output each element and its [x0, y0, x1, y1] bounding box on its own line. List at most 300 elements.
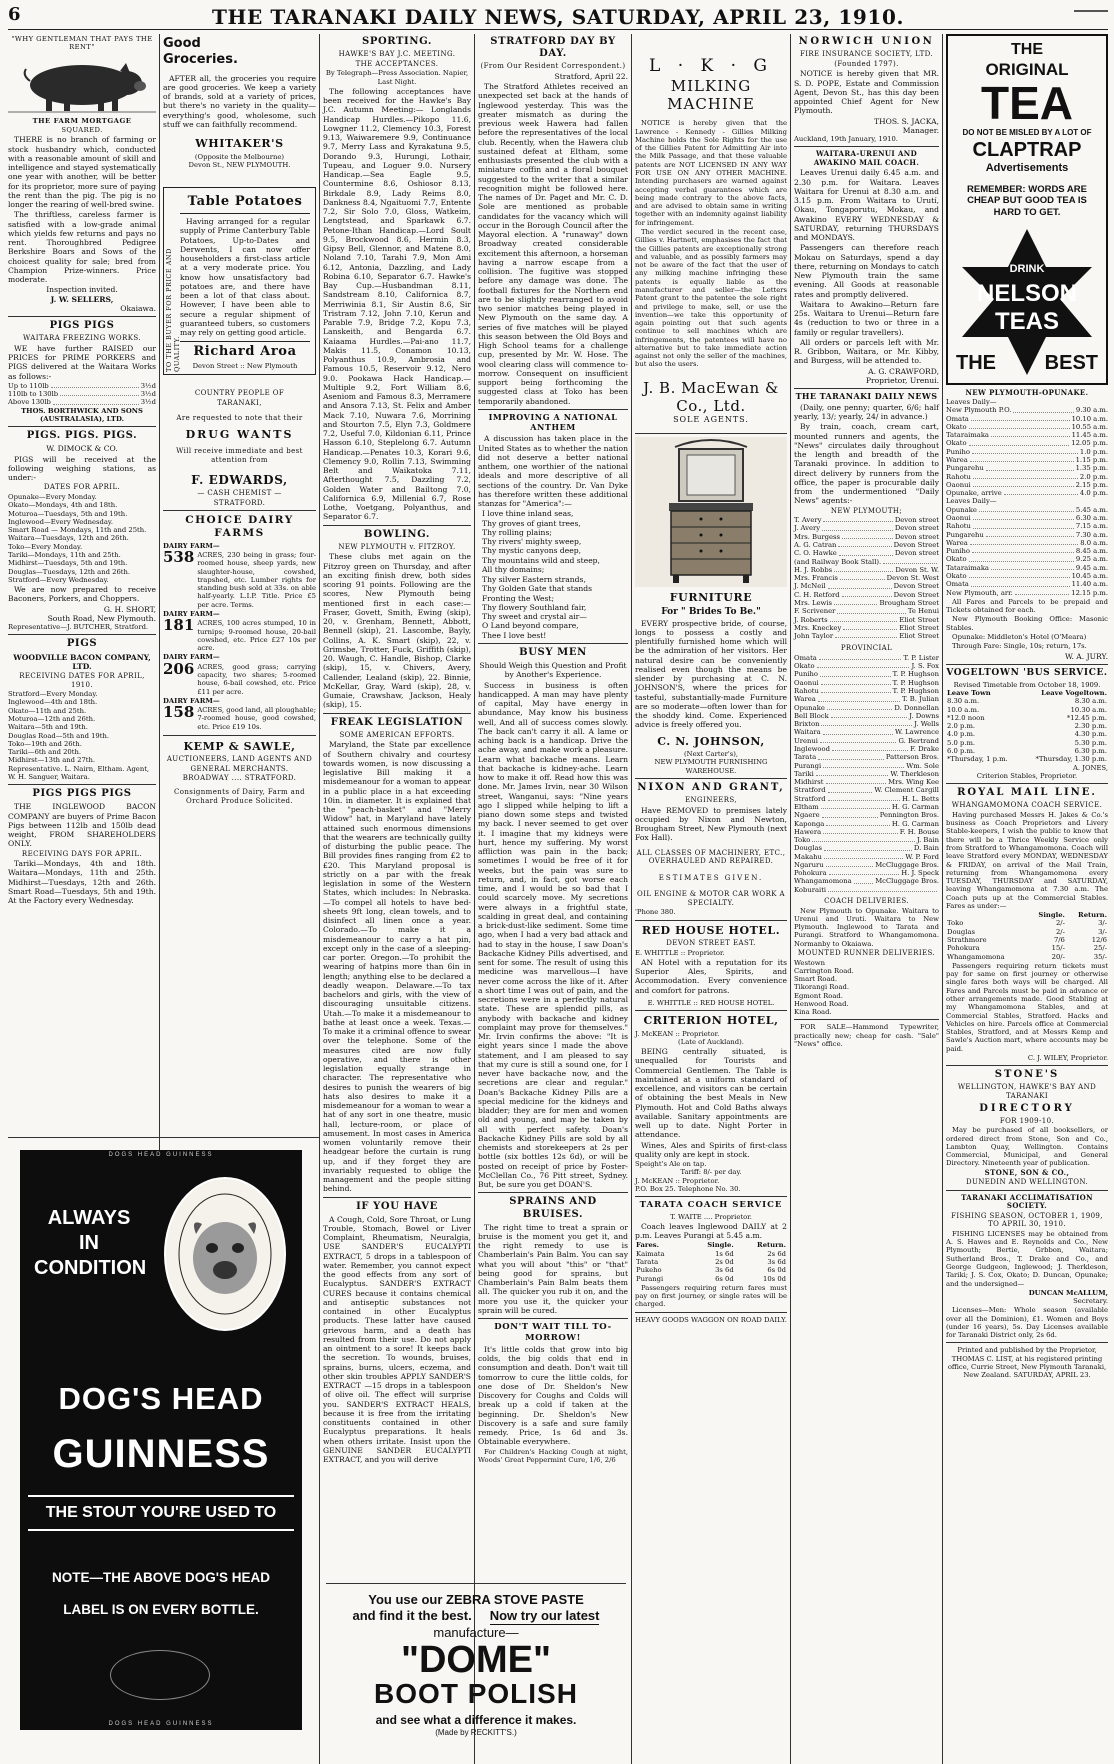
coach-stop [946, 431, 1108, 439]
provincial-agent-value: F. H. Bouse [899, 827, 939, 836]
dairy-farm-acres: 181 [163, 616, 195, 635]
farm-body: THERE is no branch of farming or stock husbandry which, conducted with a reasonable amount of skill and intelligence and stayed systematically one year with another, will be better for its proprietor, more sure of paying the rent than the pig. The pig is no longer the rearing of well-bred swine. [8, 135, 156, 210]
provincial-agent-label: Purangi [794, 761, 822, 770]
royal-fare-cell: 20/- [1051, 952, 1065, 961]
accl-sub: FISHING SEASON, OCTOBER 1, 1909, TO APRIL 30, 1910. [951, 1211, 1103, 1229]
tarata-fare-cell: 6s 0d [715, 1274, 734, 1283]
news-agent-label: Mrs. Burgess [794, 532, 840, 541]
tdn-agents [794, 516, 939, 640]
lkg-head: MILKING MACHINE [667, 76, 755, 114]
potatoes-addr: Devon Street :: New Plymouth [192, 362, 298, 371]
news-agent [794, 616, 939, 624]
dairy-farm [163, 550, 316, 610]
news-agent [794, 599, 939, 607]
provincial-agent-value: W. P. Ford [905, 852, 939, 861]
nixon-l1: ALL CLASSES OF MACHINERY, ETC., OVERHAULED AND REPAIRED. [636, 848, 786, 866]
leader-dots [824, 853, 903, 859]
tdn-coach: COACH DELIVERIES. [824, 897, 909, 906]
busy-sub: Should Weigh this Question and Profit by Another's Experience. [479, 661, 627, 680]
dairy-farm-label: DAIRY FARM— [163, 696, 220, 705]
news-agent-label: A. G. Catran [794, 540, 837, 549]
leader-dots [821, 687, 891, 693]
np-note: All Fares and Parcels to be prepaid and Tickets obtained for each. [946, 597, 1108, 615]
news-agent-value: Te Henui [907, 607, 939, 616]
leader-dots [822, 811, 878, 817]
tea-s4: THE [956, 351, 996, 374]
royal-sub: WHANGAMOMONA COACH SERVICE. [951, 801, 1103, 810]
provincial-agent [794, 704, 939, 712]
typewriter-sale: FOR SALE—Hammond Typewriter, practically new; cheap for cash. "Sale" "News" office. [794, 1023, 939, 1049]
leader-dots [820, 670, 891, 676]
masthead [8, 0, 1108, 30]
pigs-1-rates [8, 382, 156, 407]
coach-stop [946, 580, 1108, 588]
divider [946, 1342, 1108, 1343]
leader-dots [843, 624, 897, 630]
coach-stop-value: 2.0 p.m. [1079, 472, 1108, 481]
news-agent [794, 541, 939, 549]
provincial-agent-value: T. P. Hughson [892, 670, 939, 679]
guinness-border-top: DOGS HEAD GUINNESS [108, 1152, 214, 1158]
wait-body: It's little colds that grow into big colds, the big colds that end in consumption and death. Don't wait till tomorrow to cure the little colds, for one dose of Dr. Sheldon's New Discovery for Coughs and Colds will break up a cold if taken at the beginning. Dr. Sheldon's New Discovery is a safe and sure family remedy. Price, 1s 6d and 3s. Obtainable everywhere. [478, 1344, 628, 1447]
coach-stop [946, 506, 1108, 514]
norwich-sub: FIRE INSURANCE SOCIETY, LTD. [799, 50, 934, 59]
provincial-agent-label: Bell Block [794, 711, 829, 720]
coach-stop [946, 514, 1108, 522]
leader-dots [831, 712, 908, 718]
coach-stop-value: 9.45 a.m. [1075, 563, 1108, 572]
dairy-farm-label: DAIRY FARM— [163, 541, 220, 550]
royal-fare-cell: 7/6 [1053, 936, 1065, 945]
provincial-agent-value: W. Lawrence [895, 728, 939, 737]
royal-fare-row [946, 919, 1108, 927]
coach-stop [946, 415, 1108, 423]
runner-road: Smart Road. [794, 975, 838, 984]
pig-rate [8, 390, 156, 398]
provincial-agent [794, 654, 939, 662]
pig-station: Inglewood—Every Wednesday. [8, 517, 114, 526]
bus-time-col: Leave Vogeltown. [1041, 689, 1107, 697]
pigs-3-dates: RECEIVING DATES FOR APRIL, 1910. [19, 672, 145, 689]
pigs-3-rep: Representative. L. Nairn, Eltham. Agent, W. H. Sanguer, Waitara. [8, 764, 150, 781]
pig-date: Waitara—5th and 19th. [8, 723, 88, 732]
dairy-farm-text: ACRES, 230 being in grass; four-roomed house, sheep yards, new slaughter-house, cowshed, trapshed, etc. Lumber rights for standing bush sold at 33s. on able half-yearly. L.I.P. Title. Price £5 per acre. Terms. [197, 551, 316, 609]
drug-l3: Are requested to note that their [176, 413, 303, 422]
tarata-fare-row [635, 1258, 787, 1266]
tarata-fare-cell: Kaimata [636, 1249, 665, 1258]
news-agent [794, 549, 939, 557]
leader-dots [973, 473, 1078, 479]
leader-dots [53, 398, 139, 404]
sporting-sub: HAWKE'S BAY J.C. MEETING. [338, 50, 456, 59]
pig-rate [8, 382, 156, 390]
tarata-prop: T. WAITE .... Proprietor. [670, 1212, 752, 1221]
provincial-agent [794, 737, 939, 745]
pigs-2-agent-2: South Road, New Plymouth. [47, 613, 156, 623]
provincial-agent [794, 712, 939, 720]
coach-stop [946, 456, 1108, 464]
freak-sub: SOME AMERICAN EFFORTS. [339, 730, 455, 739]
tdn-runner: MOUNTED RUNNER DELIVERIES. [797, 948, 936, 957]
royal-fare-row [946, 936, 1108, 944]
coach-stop [946, 423, 1108, 431]
vog-table [946, 689, 1108, 764]
dairy-farm-acres: 538 [163, 548, 195, 567]
provincial-agent [794, 720, 939, 728]
stones-sub: WELLINGTON, HAWKE'S BAY AND TARANAKI [957, 1083, 1097, 1100]
royal-fare-cell: 15/- [1051, 944, 1065, 953]
royal-sign: C. J. WILEY, Proprietor. [1027, 1053, 1108, 1062]
tdn-body: By train, coach, cream cart, mounted runners and agents, the "News" circulates daily throughout the length and breadth of the Taranaki province. In addition to direct delivery by runners from the office, the paper is procurable daily from the undermentioned "Daily News" agents:- [794, 422, 939, 506]
groceries-body: AFTER all, the groceries you require are good groceries. We keep a variety of brands, sold at a variety of prices, but there's no variety in the quality—everything's good, wholesome, such stuff we can faithfully recommend. [163, 73, 316, 129]
provincial-agent-value: D. Bain [913, 844, 939, 853]
news-agent [794, 533, 939, 541]
furniture-dresser-icon [635, 437, 787, 587]
coach-stop-label: Okato [946, 439, 967, 448]
leader-dots [820, 737, 897, 743]
coach-stop-label: Okato [946, 555, 967, 564]
potatoes-firm: Richard Aroa [180, 341, 310, 360]
news-agent-value: Devon St. W. [895, 565, 939, 574]
provincial-agent-label: Ngaere [794, 811, 820, 820]
leader-dots [816, 770, 889, 776]
provincial-agent-value: McCluggage Bros. [875, 860, 939, 869]
pig-rate-label: 110lb to 130lb [8, 390, 59, 399]
redhouse-prop: E. WHITTLE :: Proprietor. [635, 948, 725, 957]
tdn-coachlist: New Plymouth to Opunake. Waitara to Urenui and Uruti. Waitara to New Plymouth. Inglewood to Tarata and Purangi. Stratford to Whangamomona. Normanby to Okaiawa. [794, 906, 939, 948]
provincial-agent-label: Toko [794, 836, 811, 845]
pig-rate-label: Above 130lb [8, 398, 51, 407]
provincial-agent-value: H. G. Carman [891, 819, 939, 828]
leader-dots [828, 582, 892, 588]
bus-time-cell: 4.30 p.m. [1074, 730, 1107, 739]
coach-stop [946, 448, 1108, 456]
lkg-body: NOTICE is hereby given that the Lawrence - Kennedy - Gillies Milking Machine holds the Sole Rights for the use of the Gillies Patent for Admitting Air into the Milk Passage, and that these valuable patents are NOT LICENSED IN ANY WAY FOR USE ON ANY OTHER MACHINE. Intending purchasers are warned against accepting verbal guarantees which are being made contrary to the above facts, and are advised to obtain same in writing together with an indemnity against liability for infringement. [635, 119, 787, 227]
provincial-agent-value: W. Therkleson [890, 769, 939, 778]
provincial-agent [794, 687, 939, 695]
coach-stop [946, 473, 1108, 481]
leader-dots [986, 464, 1074, 470]
guinness-l6: THE STOUT YOU'RE USED TO [28, 1495, 294, 1531]
news-agent-label: J. Avery [794, 524, 821, 533]
coach-stop [946, 406, 1108, 414]
redhouse-body: AN Hotel with a reputation for its Superior Ales, Spirits, and Accommodation. Every convenience and comfort for patrons. [635, 957, 787, 995]
tea-l6: Advertisements [985, 162, 1069, 175]
news-agent-value: Eliot Street [899, 632, 939, 641]
coach-stop-label: Warea [946, 456, 968, 465]
bus-time-cell: 6.30 p.m. [1074, 746, 1107, 755]
pigs-1-sign: THOS. BORTHWICK AND SONS (AUSTRALASIA), LTD. [21, 406, 143, 423]
provincial-agent-label: Ngaruru [794, 860, 824, 869]
provincial-agent-label: Rahotu [794, 687, 819, 695]
johnson-firm: C. N. JOHNSON, [657, 734, 765, 748]
news-agent-value: Devon Street [893, 540, 939, 549]
leader-dots [835, 632, 897, 638]
column-rule [942, 34, 943, 1764]
leader-dots [828, 786, 873, 792]
tdn-price: (Daily, one penny; quarter, 6/6; half yearly, 13/; yearly, 24/ in advance.) [794, 402, 939, 422]
pigs-4-list: Tariki—Mondays, 4th and 18th. Waitara—Mondays, 11th and 25th. Midhirst—Tuesdays, 12th and 26th. Smart Road—Tuesdays, 5th and 19th. At the Factory every Wednesday. [8, 859, 156, 906]
coach-stop-value: 8.45 a.m. [1075, 547, 1108, 556]
provincial-agent [794, 695, 939, 703]
provincial-agent-value: W. Clement Cargill [874, 786, 939, 795]
provincial-agent-value: Wm. Sole [906, 761, 939, 770]
divider [8, 426, 156, 427]
provincial-agent [794, 770, 939, 778]
royal-fare-row [946, 944, 1108, 952]
pig-date: Tariki—6th and 20th. [8, 748, 82, 757]
provincial-agent [794, 762, 939, 770]
np-sign: W. A. JURY. [1065, 651, 1108, 661]
pig-station: Moturoa—Tuesdays, 5th and 19th. [8, 509, 128, 518]
coach-stop-value: 6.30 a.m. [1075, 514, 1108, 522]
provincial-agent-label: Eltham [794, 802, 819, 811]
nixon-body: Have REMOVED to premises lately occupied by Nixon and Newton, Brougham Street, New Plymouth (next Fox Hall). [635, 805, 787, 843]
coach-stop-label: Puniho [946, 547, 970, 556]
divider [478, 1318, 628, 1319]
news-agent-value: Eliot Street [899, 615, 939, 624]
furniture-body: EVERY prospective bride, of course, longs to possess a costly and plentifully furnished home which will be the admiration of her visitors. Her natural desire can be conveniently realised even though the means be slender by purchasing at C. N. JOHNSON'S, where the prices for tasteful, substantially-made Furniture are so moderate—often lower than for the shoddy kind. Come. Experienced advice is freely offered you. [635, 618, 787, 730]
potatoes-ad [163, 187, 316, 375]
divider [478, 409, 628, 410]
guinness-border-bottom: DOGS HEAD GUINNESS [108, 1720, 214, 1727]
johnson-addr: (Next Carter's), [683, 750, 739, 759]
divider [163, 735, 316, 736]
provincial-agent-label: Hawera [794, 827, 822, 836]
provincial-agent [794, 795, 939, 803]
pigs-2-firm: W. DIMOCK & CO. [46, 444, 118, 454]
criterion-late: (Late of Auckland). [678, 1037, 744, 1046]
divider [794, 146, 939, 147]
wait-head: DON'T WAIT TILL TO-MORROW! [494, 1322, 612, 1343]
bowling-body: These clubs met again on the Fitzroy green on Thursday, and after an exciting finish drew, both sides scoring 91 points. Following are the scores, New Plymouth being mentioned first in each case:— Fraser, Govett, Smith, Ewing (skip), 20, v. Grenham, Bennett, Abbott, Bennell (skip), 21. Lascombe, Bayly, Collins, A. K. Smart (skip), 22, v. Grimsbe, Trotter, Fuck, Griffith (skip), 20. Waugh, C. Handle, Bishop, Clarke (skip), 15, v. Chivers, Avery, Callender, Lealand (skip), 22. Binnie, McKellar, Gray, Ward (skip), 28, v. Gumaie, Crawshaw, Jackson, Healy (skip), 15. [323, 552, 471, 710]
coach-stop-label: Puniho [946, 447, 970, 456]
criterion-sign: J. McKEAN :: Proprietor. [635, 1176, 720, 1185]
leader-dots [972, 547, 1074, 553]
tdn-prov: PROVINCIAL [840, 644, 893, 653]
busy-head: BUSY MEN [519, 646, 587, 658]
provincial-agent [794, 679, 939, 687]
nixon-sub: ENGINEERS, [685, 796, 737, 805]
news-agent-value: Devon St. West [886, 574, 939, 583]
provincial-agent [794, 869, 939, 877]
leader-dots [1004, 489, 1078, 495]
provincial-agent-value: McCluggage Bros. [875, 877, 939, 886]
coach-stop [946, 539, 1108, 547]
column-rule [159, 34, 160, 1166]
coach-stop-value: 10.55 a.m. [1071, 422, 1108, 431]
pig-station: Douglas—Tuesdays, 12th and 26th. [8, 567, 131, 576]
norwich-sign: THOS. S. JACKA, [873, 116, 939, 126]
potatoes-head: Table Potatoes [180, 194, 310, 214]
tdn-head: THE TARANAKI DAILY NEWS [795, 391, 938, 402]
coach-stop-value: 10.10 a.m. [1071, 414, 1108, 423]
tarata-fare-cell: 3s 6d [767, 1257, 786, 1266]
np-book-2: Opunake: Middleton's Hotel (O'Meara) [952, 632, 1087, 641]
provincial-agent-value: Pennington Bros. [879, 811, 939, 820]
royal-fare-cell: 3/- [1098, 919, 1107, 928]
royal-fare-cell: 3/- [1098, 927, 1107, 936]
leader-dots [828, 795, 900, 801]
vog-sub: Revised Timetable from October 18, 1909. [953, 680, 1101, 689]
sporting-body: The following acceptances have been received for the Hawke's Bay J.C. Autumn Meeting:— Longlands Handicap Hurdles.—Pikopo 11.6, Lowgner 11.2, Clemency 10.3, Forest 9.13, Waiwaremere 9.9, Continuance 9.7, Merry Lass and Kyrakatuna 9.5, Dorando 9.3, Hurungi, Lothair, Tupeau, and Loguer 9.0. Nursery Handicap.—Sea Eagle 9.5, Countermine 8.6, Oshiosor 8.13, Birkdale 8.9, Lady Reims 8.0, Dankness 8.4, Ngaituomi 7.7, Entente 7.2, Sir Solo 7.0, Gloss, Watkeim, Lengtstead, and Sparkawk 6.7. Petone-Ithan Handicap.—Lord Soult 9.5, Brockwood 8.6, Hermin 8.3, Gipsy Bell, Glennor, and Matene 8.0, Noland 7.10, Tarahi 7.9, Mon Ami 6.12, Antonia, Dazzling, and Lady Robina 6.10, Separator 6.7. Hawke's Bay Cup.—Husbandman 8.11, Sandstream 8.10, Californica 8.7, Merriwinia 8.1, Sir Austin 8.6, Sir Tristram 7.12, John 7.10, Kerun and Parable 7.9, Bridge 7.2, Kopu 7.3, Lanskeith, and Bengarda 6.7. Kaiaama Hurdles.—Pai-ano 11.7, Makis 11.5, Conamon 10.13, Polyanthus 10.9, Ambrosia and Famous 10.5, Reservoir 9.12, Nero 9.0. Pookawa Hack Handicap.—Multiple 9.2, Fort William 8.6, Aseniom and Famous 8.3, Merramere and Ansora 7.13, St. Felix and Amber Mack 7.10, Nuwara 7.6, Morrining and Stourton 7.5, Elyn 7.3, Goldmere 7.2, Useful 7.0, Kildonian 6.11, Prince Hasson 6.10, Steplelong 6.7. Autumn Handicap.—Penates 10.3, Korari 9.6, Clemency 9.0, Rollin 7.13, Swimming Belt and Waikatoka 7.11, Afterthought 7.5, Dazzling 7.2, Golden Water and Bailtong 7.0, Californica 6.9, Millenial 6.7, Rose Lothe, Voetgang, Polyanthus, and Separator 6.7. [323, 86, 471, 522]
anthem-head: IMPROVING A NATIONAL ANTHEM [488, 411, 618, 432]
coach-stop-value: 9.30 a.m. [1075, 406, 1108, 415]
leader-dots [817, 662, 910, 668]
leader-dots [826, 861, 874, 867]
bus-time-cell: *Thursday, 1.30 p.m. [1035, 755, 1107, 764]
provincial-agent [794, 728, 939, 736]
np-thru: Through Fare: Single, 10s; return, 17s. [952, 642, 1087, 651]
tdn-runners [794, 959, 939, 1017]
divider [8, 316, 156, 317]
dairy-farm [163, 705, 316, 732]
stratford-sub: (From Our Resident Correspondent.) [480, 62, 626, 71]
drug-firm: F. EDWARDS, [191, 472, 288, 487]
news-agent-value: Devon Street [893, 582, 939, 591]
news-agent [794, 591, 939, 599]
tea-l4: DO NOT BE MISLED BY A LOT OF [962, 128, 1092, 138]
tarata-fare-row [635, 1250, 787, 1258]
leader-dots [991, 564, 1074, 570]
provincial-agent-label: Okato [794, 662, 815, 671]
tarata-fare-cell: 2s 0d [715, 1257, 734, 1266]
leader-dots [979, 506, 1074, 512]
column-rule [631, 34, 632, 1764]
tarata-fare-cell: 3s 6d [715, 1266, 734, 1275]
provincial-agent [794, 811, 939, 819]
bus-time-cell: 2.0 p.m. [947, 722, 976, 731]
leader-dots [970, 539, 1078, 545]
provincial-agent [794, 786, 939, 794]
provincial-agent-value: T. B. Julian [901, 695, 939, 704]
leader-dots [821, 720, 912, 726]
stones-body: May be purchased of all booksellers, or ordered direct from Stone, Son and Co., Lambton Quay, Wellington. Contains Commercial, Municipal, and General Directory. Nineteenth year of publication. [946, 1126, 1108, 1168]
pig-station: Tariki—Mondays, 11th and 25th. [8, 550, 121, 559]
provincial-agent-value: H. G. Carman [891, 802, 939, 811]
tea-l2: ORIGINAL [985, 59, 1069, 79]
divider [478, 643, 628, 644]
leader-dots [969, 423, 1070, 429]
guinness-l8: LABEL IS ON EVERY BOTTLE. [63, 1602, 259, 1617]
provincial-agent-label: Koburaiti [794, 885, 827, 894]
coach-stop-value: 10.45 a.m. [1071, 571, 1108, 580]
runner-road: Kina Road. [794, 1008, 832, 1017]
provincial-agent-label: Makahu [794, 852, 822, 861]
news-agent-value: Devon Street [893, 590, 939, 599]
provincial-agent-label: Omata [794, 653, 817, 662]
furniture-sub: For " Brides To Be." [661, 606, 761, 617]
divider [635, 778, 787, 779]
provincial-agent [794, 662, 939, 670]
stones-head: STONE'S [994, 1069, 1060, 1081]
leader-dots [818, 695, 900, 701]
pigs-2-rep: Representative—J. BUTCHER, Stratford. [8, 623, 149, 632]
stones-firm: STONE, SON & CO., [984, 1167, 1070, 1177]
farm-caption: THE FARM MORTGAGE [32, 116, 132, 125]
leader-dots [823, 762, 904, 768]
leader-dots [826, 778, 887, 784]
coach-stop-value: 7.30 a.m. [1075, 530, 1108, 539]
provincial-agent-value: T. P. Hughson [892, 678, 939, 687]
pig-date: Stratford—Every Monday. [8, 690, 98, 699]
news-agent-label: Mrs. Lewis [794, 598, 833, 607]
leader-dots [970, 456, 1074, 462]
column-2 [163, 34, 316, 1134]
divider [635, 1312, 787, 1313]
leader-dots [834, 566, 893, 572]
stones-year: FOR 1909-10. [999, 1116, 1055, 1125]
stratford-head: STRATFORD DAY BY DAY. [490, 36, 616, 60]
johnson-addr-2: NEW PLYMOUTH FURNISHING WAREHOUSE. [654, 758, 768, 775]
coach-stop-label: Okato [946, 422, 967, 431]
leader-dots [840, 574, 885, 580]
provincial-agent-value: F. Drake [910, 744, 939, 753]
bus-time-row [946, 714, 1108, 722]
pig-date: Midhirst—13th and 27th. [8, 756, 96, 765]
coach-stop [946, 481, 1108, 489]
criterion-light: Speight's Ale on tap. [635, 1160, 707, 1169]
coach-stop [946, 531, 1108, 539]
bus-time-cell: *Thursday, 1 p.m. [947, 755, 1008, 764]
coach-stop-value: 1.35 p.m. [1075, 464, 1108, 473]
coach-stop-value: 8.0 a.m. [1080, 538, 1108, 547]
provincial-agent-label: Inglewood [794, 744, 830, 753]
provincial-agent-label: Opunake [794, 703, 825, 712]
guinness-slogan [34, 1206, 147, 1281]
drug-role: — CASH CHEMIST — [197, 489, 282, 498]
guinness-label-icon [110, 1650, 210, 1700]
divider [794, 1019, 939, 1020]
norwich-role: Manager. [902, 125, 939, 135]
guinness-l4: DOG'S HEAD [58, 1381, 264, 1416]
tea-s5: BEST [1044, 351, 1098, 374]
divider [946, 664, 1108, 665]
provincial-agent-value: H. J. Speck [901, 869, 939, 878]
news-agent-label: (and Railway Book Stall). [794, 557, 882, 566]
news-agent [794, 607, 939, 615]
column-7 [946, 34, 1108, 1762]
mail-role: Proprietor, Urenui. [865, 375, 939, 385]
bus-time-cell: 5.30 p.m. [1074, 738, 1107, 747]
royal-fare-col: Single. [1038, 911, 1065, 920]
guinness-l2: IN [79, 1232, 99, 1254]
stones-firm-2: DUNEDIN AND WELLINGTON. [965, 1178, 1089, 1187]
royal-fare-cell: Toko [947, 919, 964, 928]
leader-dots [837, 607, 906, 613]
accl-role: Secretary. [1073, 1297, 1108, 1306]
accl-sign: DUNCAN McALLUM, [1028, 1288, 1108, 1297]
dome-l8: (Made by RECKITT'S.) [435, 1728, 517, 1737]
column-1 [8, 34, 156, 1134]
provincial-agent-label: Douglas [794, 844, 822, 853]
page-number: 6 [8, 4, 21, 25]
drug-l1: COUNTRY PEOPLE OF [194, 389, 285, 398]
pig-date: Toko—19th and 26th. [8, 739, 82, 748]
coach-stop-value: 9.25 a.m. [1075, 555, 1108, 564]
farm-body-2: The thriftless, careless farmer is satisfied with a low-grade animal which yields few returns and pays no rent. Thoroughbred Pedigree Berkshire Boars and Sows of the choicest quality for sale; bred from Champion Prize-winners. Price moderate. [8, 210, 156, 285]
coach-stop-label: Rahotu [946, 472, 971, 481]
news-agent [794, 582, 939, 590]
drug-l2: TARANAKI, [217, 398, 262, 407]
news-agent-label: T. Avery [794, 516, 822, 525]
kemp-l3: BROADWAY .... STRATFORD. [182, 774, 297, 783]
provincial-agent-label: Kaponga [794, 819, 825, 828]
pigs-3-head: PIGS [66, 638, 98, 650]
sporting-date: By Telegraph—Press Association. Napier, Last Night. [325, 69, 469, 86]
dairy-farm-label: DAIRY FARM— [163, 653, 220, 662]
bus-time-cell: 8.30 a.m. [1074, 697, 1107, 706]
